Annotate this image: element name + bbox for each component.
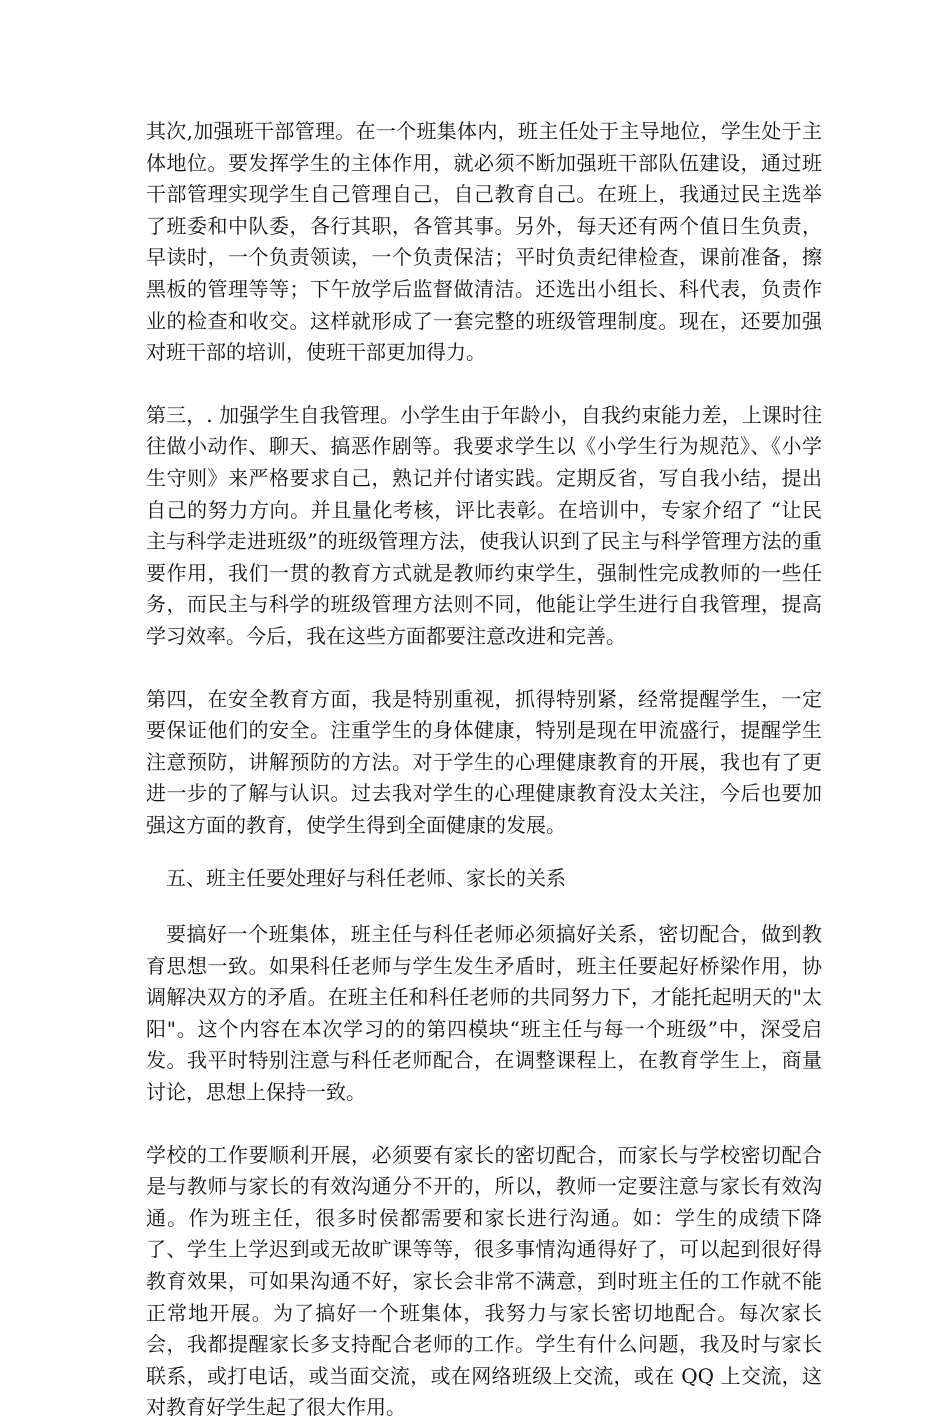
paragraph-class-cadre-management: 其次,加强班干部管理。在一个班集体内，班主任处于主导地位，学生处于主体地位。要发挥学生的主体作用，就必须不断加强班干部队伍建设，通过班干部管理实现学生自己管理自己，自己教育自己。在班上，我通过民主选举了班委和中队委，各行其职，各管其事。另外，每天还有两个值日生负责，早读时，一个负责领读，一个负责保洁；平时负责纪律检查，课前准备，擦黑板的管理等等；下午放学后监督做清洁。还选出小组长、科代表，负责作业的检查和收交。这样就形成了一套完整的班级管理制度。现在，还要加强对班干部的培训，使班干部更加得力。 <box>146 119 822 365</box>
paragraph-parent-communication: 学校的工作要顺利开展，必须要有家长的密切配合，而家长与学校密切配合是与教师与家长的有效沟通分不开的，所以，教师一定要注意与家长有效沟通。作为班主任，很多时侯都需要和家长进行沟通。如：学生的成绩下降了、学生上学迟到或无故旷课等等，很多事情沟通得好了，可以起到很好得教育效果，可如果沟通不好，家长会非常不满意，到时班主任的工作就不能正常地开展。为了搞好一个班集体，我努力与家长密切地配合。每次家长会，我都提醒家长多支持配合老师的工作。学生有什么问题，我及时与家长联系，或打电话，或当面交流，或在网络班级上交流，或在 QQ 上交流，这对教育好学生起了很大作用。 <box>146 1142 822 1420</box>
section-heading: 五、班主任要处理好与科任老师、家长的关系 <box>166 866 566 891</box>
paragraph-teacher-cooperation: 要搞好一个班集体，班主任与科任老师必须搞好关系，密切配合，做到教育思想一致。如果科任老师与学生发生矛盾时，班主任要起好桥梁作用，协调解决双方的矛盾。在班主任和科任老师的共同努力下，才能托起明天的"太阳"。这个内容在本次学习的的第四模块“班主任与每一个班级”中，深受启发。我平时特别注意与科任老师配合，在调整课程上，在教育学生上，商量讨论，思想上保持一致。 <box>146 922 822 1105</box>
document-body <box>146 116 822 1424</box>
paragraph-student-self-management: 第三，. 加强学生自我管理。小学生由于年龄小，自我约束能力差，上课时往往做小动作、聊天、搞恶作剧等。我要求学生以《小学生行为规范》、《小学生守则》来严格要求自己，熟记并付诸实践。定期反省，写自我小结，提出自己的努力方向。并且量化考核，评比表彰。在培训中，专家介绍了 “让民主与科学走进班级”的班级管理方法，使我认识到了民主与科学管理方法的重要作用，我们一贯的教育方式就是教师约束学生，强制性完成教师的一些任务，而民主与科学的班级管理方法则不同，他能让学生进行自我管理，提高学习效率。今后，我在这些方面都要注意改进和完善。 <box>146 402 822 648</box>
paragraph-safety-education: 第四，在安全教育方面，我是特别重视，抓得特别紧，经常提醒学生，一定要保证他们的安全。注重学生的身体健康，特别是现在甲流盛行，提醒学生注意预防，讲解预防的方法。对于学生的心理健康教育的开展，我也有了更进一步的了解与认识。过去我对学生的心理健康教育没太关注，今后也要加强这方面的教育，使学生得到全面健康的发展。 <box>146 686 822 837</box>
